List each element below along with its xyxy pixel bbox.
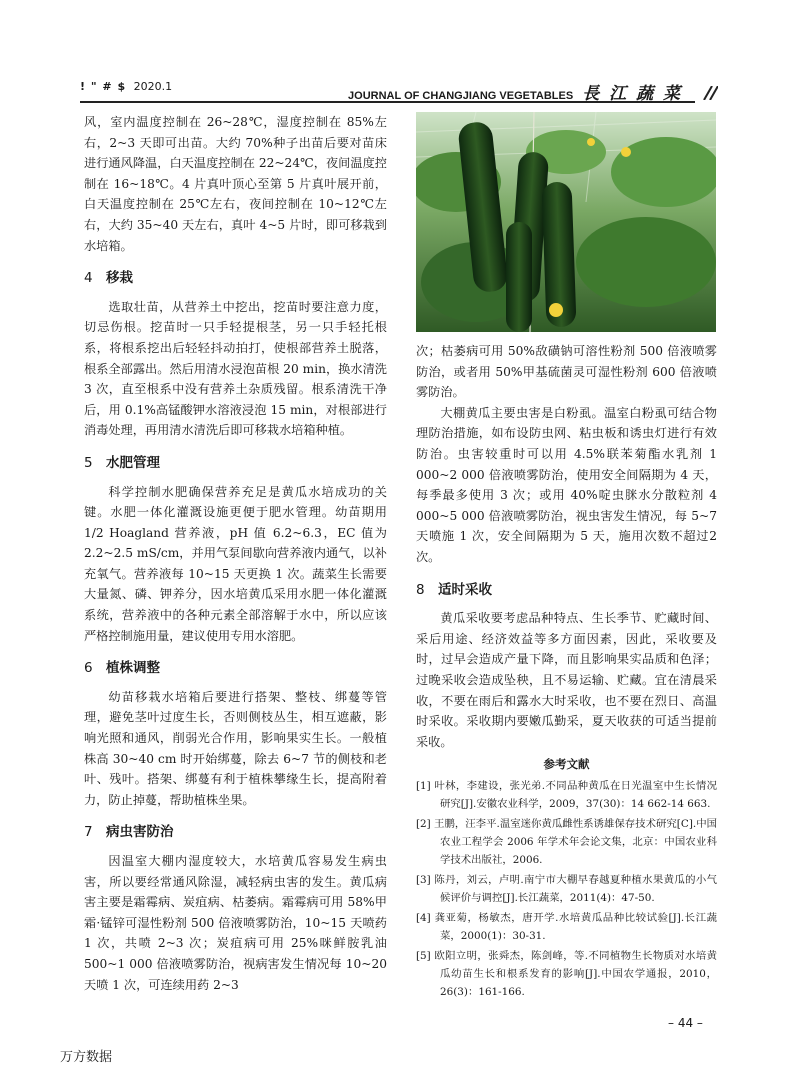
header-rule [80, 101, 695, 103]
reference-item: [2] 王鹏，汪李平.温室迷你黄瓜雌性系诱雄保存技术研究[C].中国农业工程学会 2006 年学术年会论文集，北京：中国农业科学技术出版社，2006. [416, 817, 717, 866]
section-6-text: 幼苗移栽水培箱后要进行搭架、整枝、绑蔓等管理，避免茎叶过度生长，否则侧枝丛生，相互遮蔽，影响光照和通风，削弱光合作用，影响果实生长。一般植株高 30~40 cm 时开始绑蔓，除去 6~7 节的侧枝和老叶、残叶。搭架、绑蔓有利于植株攀缘生长，提高附着力，防止掉蔓，帮助植株坐果。 [84, 689, 387, 807]
section-heading-7: 7 病虫害防治 [84, 824, 174, 841]
reference-item: [4] 龚亚菊，杨敏杰，唐开学.水培黄瓜品种比较试验[J].长江蔬菜，2000(1)：30-31. [416, 911, 717, 942]
cucumber-photo [416, 112, 716, 332]
running-header [80, 78, 702, 104]
header-slash-ornament [700, 86, 718, 100]
intro-paragraph: 风，室内温度控制在 26~28℃，湿度控制在 85%左右，2~3 天即可出苗。大约 70%种子出苗后要对苗床进行通风降温，白天温度控制在 22~24℃，夜间温度控制在 16~18℃。4 片真叶顶心至第 5 片真叶展开前，白天温度控制在 25℃左右，夜间控制在 10~12℃左右，大约 35~40 天左右，真叶 4~5 片时，即可移栽到水培箱。 [84, 115, 387, 253]
section-7-text: 因温室大棚内湿度较大，水培黄瓜容易发生病虫害，所以要经常通风除湿，减轻病虫害的发生。黄瓜病害主要是霜霉病、炭疽病、枯萎病。霜霉病可用 58%甲霜·锰锌可湿性粉剂 500 倍液喷雾防治，10~15 天喷药 1 次，共喷 2~3 次；炭疽病可用 25%咪鲜胺乳油 500~1 000 倍液喷雾防治，视病害发生情况每 10~20 天喷 1 次，可连续用药 2~3 [84, 854, 387, 992]
section-heading-4: 4 移栽 [84, 270, 133, 287]
section-5-text: 科学控制水肥确保营养充足是黄瓜水培成功的关键。水肥一体化灌溉设施更便于肥水管理。幼苗期用 1/2 Hoagland 营养液，pH 值 6.2~6.3，EC 值为 2.2~2.5 mS/cm，并用气泵间歇向营养液内通气，以补充氧气。营养液每 10~15 天更换 1 次。蔬菜生长需要大量氮、磷、钾养分，因水培黄瓜采用水肥一体化灌溉系统，营养液中的各种元素全部溶解于水中，所以应该严格控制施用量，建议使用专用水溶肥。 [84, 484, 387, 643]
page-number: – 44 – [668, 1016, 703, 1030]
section-8-text: 黄瓜采收要考虑品种特点、生长季节、贮藏时间、采后用途、经济效益等多方面因素，因此，采收要及时，过早会造成产量下降，而且影响果实品质和色泽；过晚采收会造成坠秧，且不易运输、贮藏。宜在清晨采收，不要在雨后和露水大时采收，也不要在烈日、高温时采收。采收期内要嫩瓜勤采，夏天收获的可适当提前采收。 [416, 611, 717, 749]
issue-info [80, 80, 172, 93]
journal-name-cn: 長 江 蔬 菜 [582, 84, 682, 104]
reference-item: [3] 陈丹，刘云，卢明.南宁市大棚早春越夏种植水果黄瓜的小气候评价与调控[J].长江蔬菜，2011(4)：47-50. [416, 873, 717, 904]
section-heading-5: 5 水肥管理 [84, 454, 160, 471]
section-heading-8: 8 适时采收 [416, 581, 492, 598]
references-title: 参考文献 [543, 757, 590, 772]
pest-control-paragraph: 大棚黄瓜主要虫害是白粉虱。温室白粉虱可结合物理防治措施，如布设防虫网、粘虫板和诱虫灯进行有效防治。虫害较重时可以用 4.5%联苯菊酯水乳剂 1 000~2 000 倍液喷雾防治，使用安全间隔期为 4 天，每季最多使用 3 次；或用 40%啶虫脒水分散粒剂 4 000~5 000 倍液喷雾防治，视虫害发生情况，每 5~7 天喷施 1 次，安全间隔期为 5 天，施用次数不超过2 次。 [416, 405, 717, 564]
section-4-text: 选取壮苗，从营养土中挖出，挖苗时要注意力度，切忌伤根。挖苗时一只手轻提根茎，另一只手轻托根系，将根系挖出后轻轻抖动拍打，使根部营养土脱落，根系全部露出。然后用清水浸泡苗根 20 min，换水清洗 3 次，直至根系中没有营养土杂质残留。根系清洗干净后，用 0.1%高锰酸钾水溶液浸泡 15 min，对根部进行消毒处理，再用清水清洗后即可移栽水培箱种植。 [84, 299, 387, 438]
section-heading-6: 6 植株调整 [84, 660, 160, 677]
cucumber-photo-illustration [416, 112, 716, 332]
left-column [84, 112, 387, 995]
reference-item: [1] 叶林，李建设，张光弟.不同品种黄瓜在日光温室中生长情况研究[J].安徽农业科学，2009，37(30)：14 662-14 663. [416, 779, 717, 810]
footer-watermark: 万方数据 [60, 1050, 113, 1065]
reference-item: [5] 欧阳立明，张舜杰，陈剑峰，等.不同植物生长物质对水培黄瓜幼苗生长和根系发育的影响[J].中国农学通报，2010，26(3)：161-166. [416, 949, 717, 998]
section-7-continued: 次；枯萎病可用 50%敌磺钠可溶性粉剂 500 倍液喷雾防治，或者用 50%甲基硫菌灵可湿性粉剂 600 倍液喷雾防治。 [416, 344, 717, 400]
right-column [416, 341, 717, 1003]
journal-name-en: JOURNAL OF CHANGJIANG VEGETABLES [348, 90, 574, 102]
issue-code: ! " # $ [80, 80, 127, 93]
issue-year: 2020.1 [133, 80, 173, 93]
